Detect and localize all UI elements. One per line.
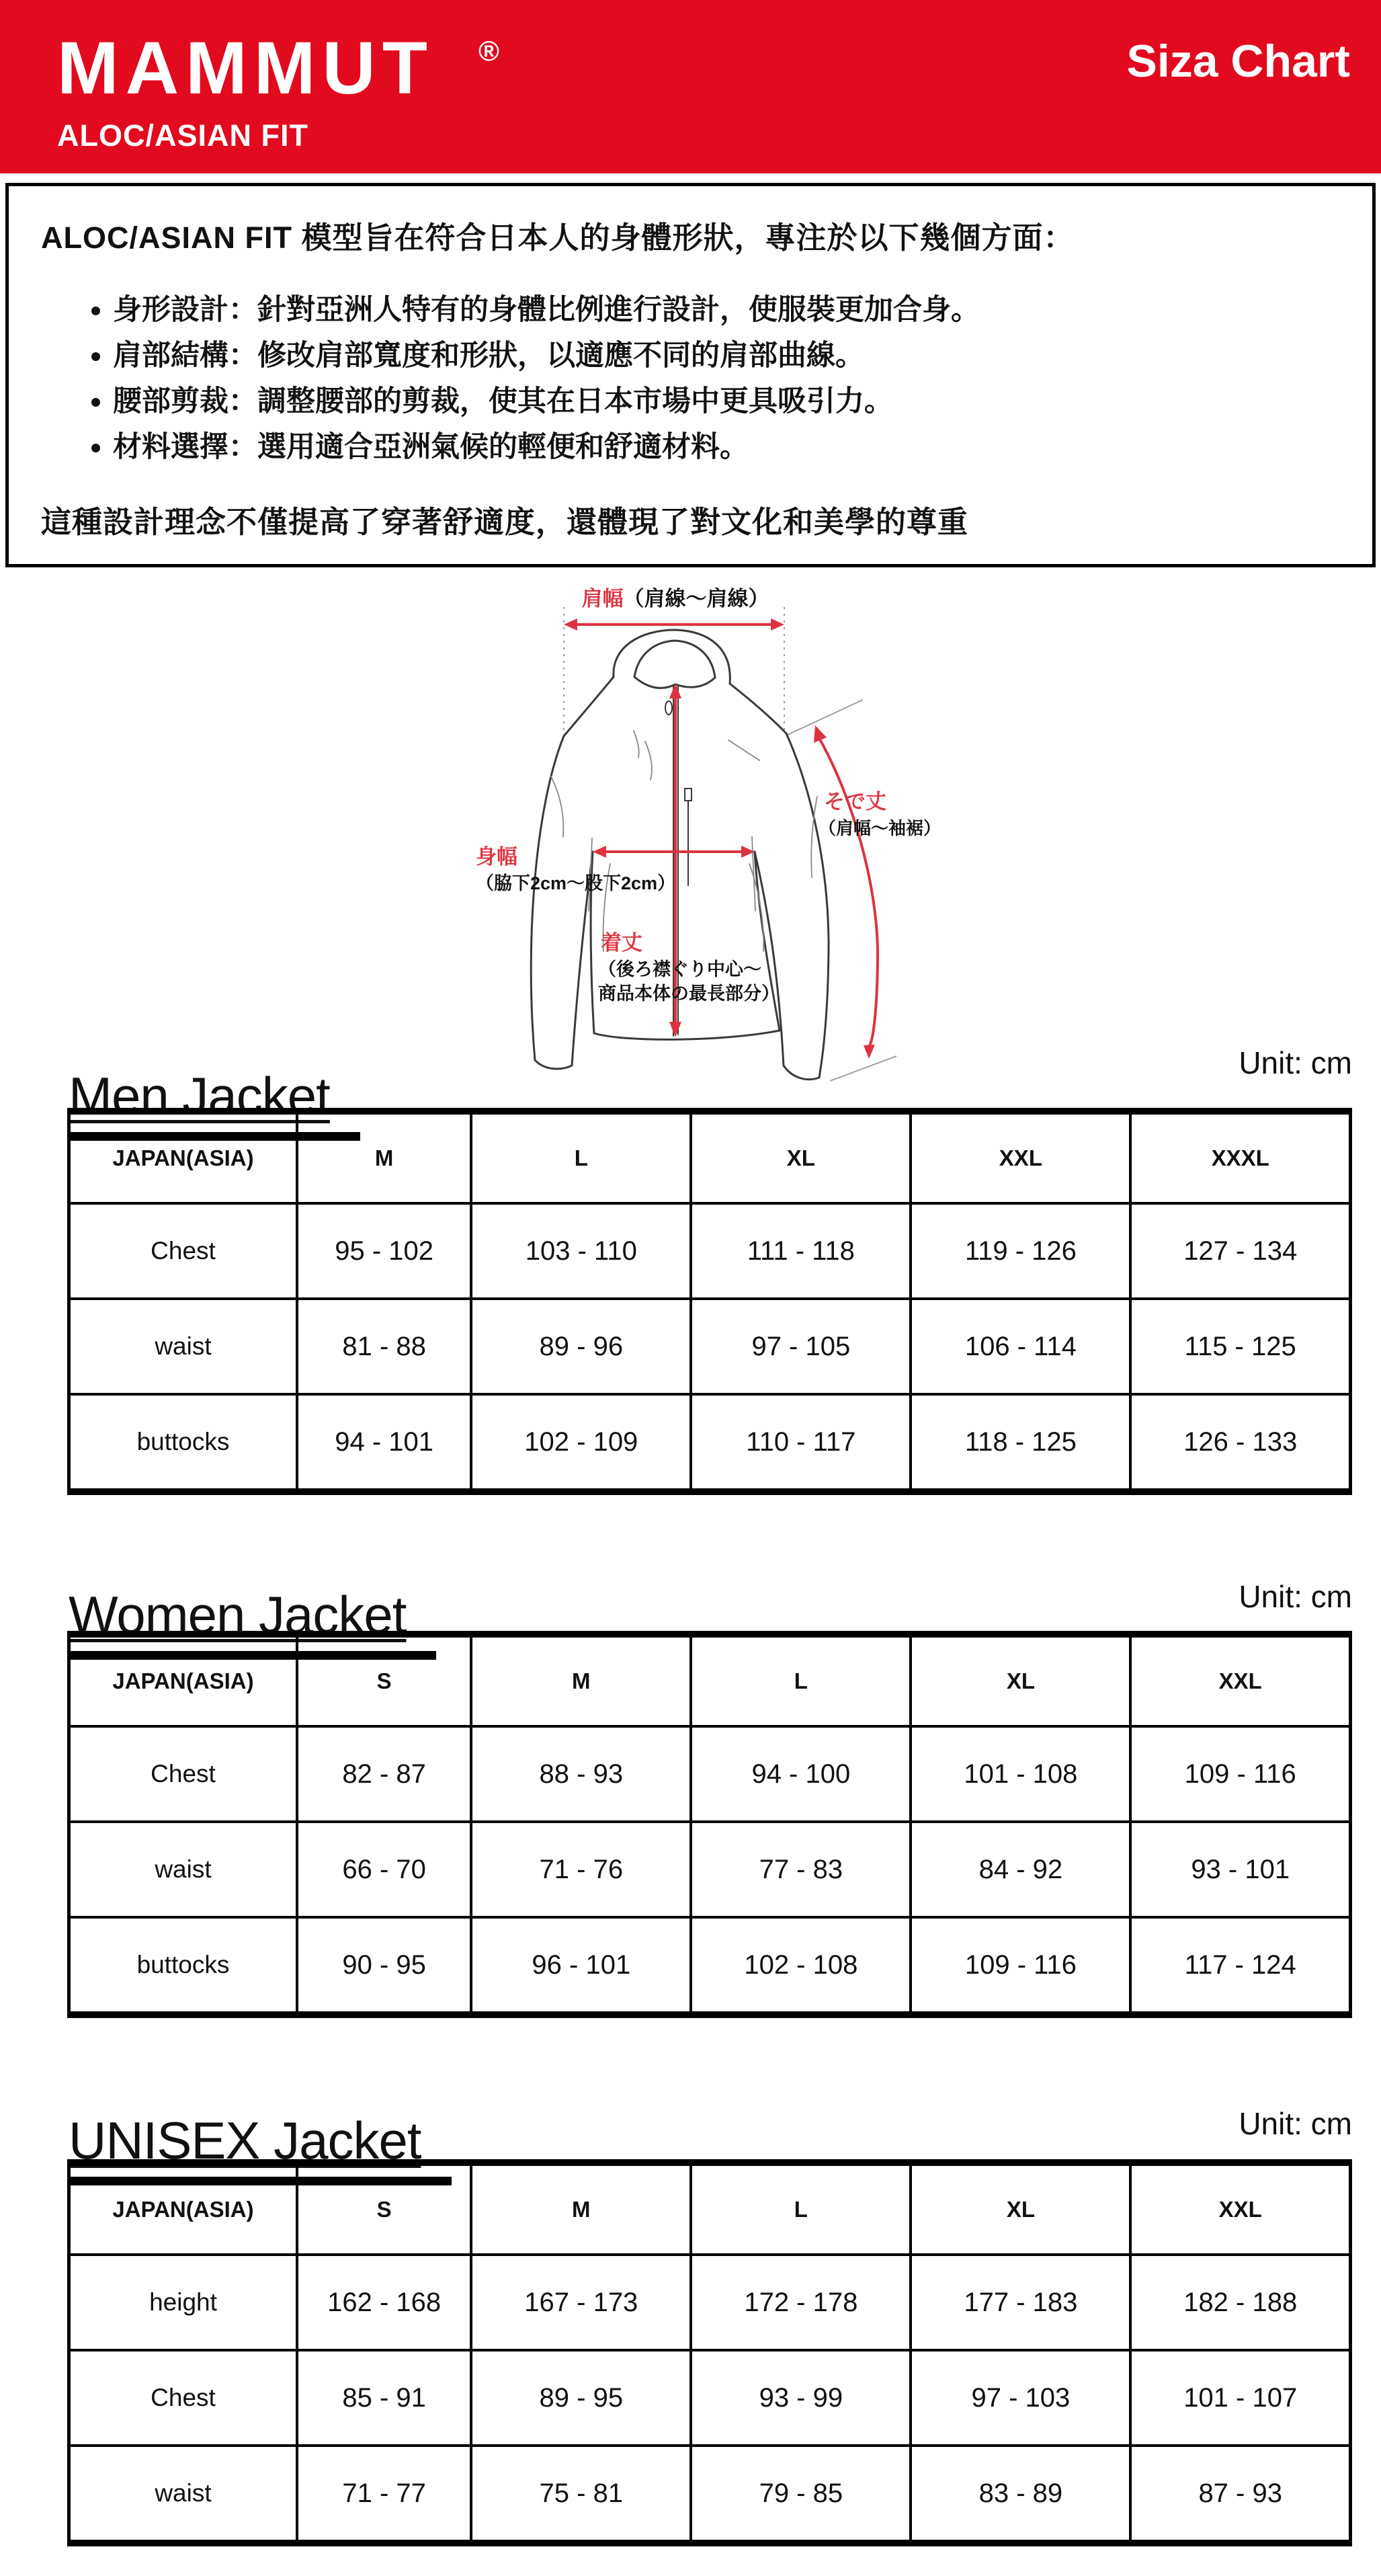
length-label: 着丈 bbox=[601, 931, 642, 955]
value-cell: 109 - 116 bbox=[1130, 1726, 1350, 1822]
column-header-cell: S bbox=[297, 2163, 471, 2255]
value-cell: 118 - 125 bbox=[911, 1394, 1130, 1492]
column-header-cell: XXL bbox=[1130, 1634, 1350, 1726]
women-size-table bbox=[67, 1631, 1352, 2018]
table-row bbox=[69, 1822, 1351, 1917]
table-row bbox=[69, 2350, 1351, 2446]
sleeve-length-label: そで丈 bbox=[824, 790, 886, 813]
men-jacket-heading: Men Jacket bbox=[67, 1065, 360, 1141]
value-cell: 162 - 168 bbox=[297, 2255, 471, 2350]
sleeve-length-arrow bbox=[820, 739, 878, 1045]
row-label-cell: Chest bbox=[69, 2350, 297, 2446]
table-header-row bbox=[69, 1634, 1351, 1726]
men-size-table bbox=[67, 1108, 1352, 1495]
value-cell: 101 - 107 bbox=[1130, 2350, 1350, 2446]
value-cell: 106 - 114 bbox=[911, 1299, 1130, 1394]
value-cell: 89 - 95 bbox=[471, 2350, 691, 2446]
value-cell: 102 - 109 bbox=[471, 1394, 691, 1492]
column-header-cell: XXL bbox=[911, 1111, 1130, 1203]
value-cell: 109 - 116 bbox=[911, 1917, 1130, 2015]
value-cell: 110 - 117 bbox=[691, 1394, 911, 1492]
table-row bbox=[69, 2446, 1351, 2543]
column-header-cell: XXXL bbox=[1130, 1111, 1350, 1203]
intro-bullet: • 肩部結構：修改肩部寬度和形狀，以適應不同的肩部曲線。 bbox=[113, 336, 1372, 375]
value-cell: 172 - 178 bbox=[691, 2255, 911, 2350]
row-label-cell: buttocks bbox=[69, 1394, 297, 1492]
value-cell: 96 - 101 bbox=[471, 1917, 691, 2015]
column-header-cell: JAPAN(ASIA) bbox=[69, 1634, 297, 1726]
column-header-cell: S bbox=[297, 1634, 471, 1726]
value-cell: 90 - 95 bbox=[297, 1917, 471, 2015]
row-label-cell: buttocks bbox=[69, 1917, 297, 2015]
men-unit-label: Unit: cm bbox=[1239, 1045, 1352, 1080]
brand-banner bbox=[0, 0, 1381, 173]
value-cell: 167 - 173 bbox=[471, 2255, 691, 2350]
value-cell: 127 - 134 bbox=[1130, 1203, 1350, 1299]
value-cell: 89 - 96 bbox=[471, 1299, 691, 1394]
table-row bbox=[69, 1299, 1351, 1394]
column-header-cell: XL bbox=[911, 1634, 1130, 1726]
value-cell: 85 - 91 bbox=[297, 2350, 471, 2446]
row-label-cell: waist bbox=[69, 1822, 297, 1917]
unisex-size-table bbox=[67, 2159, 1352, 2546]
value-cell: 81 - 88 bbox=[297, 1299, 471, 1394]
value-cell: 111 - 118 bbox=[691, 1203, 911, 1299]
column-header-cell: JAPAN(ASIA) bbox=[69, 2163, 297, 2255]
value-cell: 94 - 100 bbox=[691, 1726, 911, 1822]
value-cell: 126 - 133 bbox=[1130, 1394, 1350, 1492]
column-header-cell: L bbox=[691, 1634, 911, 1726]
intro-bullet: • 腰部剪裁：調整腰部的剪裁，使其在日本市場中更具吸引力。 bbox=[113, 382, 1372, 421]
length-note-line1: （後ろ襟ぐり中心～ bbox=[598, 959, 761, 979]
row-label-cell: Chest bbox=[69, 1203, 297, 1299]
body-width-note: （脇下2cm～股下2cm） bbox=[476, 873, 676, 893]
value-cell: 115 - 125 bbox=[1130, 1299, 1350, 1394]
unisex-unit-label: Unit: cm bbox=[1239, 2106, 1352, 2141]
value-cell: 66 - 70 bbox=[297, 1822, 471, 1917]
value-cell: 83 - 89 bbox=[911, 2446, 1130, 2543]
value-cell: 82 - 87 bbox=[297, 1726, 471, 1822]
intro-lead: ALOC/ASIAN FIT 模型旨在符合日本人的身體形狀，專注於以下幾個方面： bbox=[41, 220, 1075, 255]
women-jacket-heading: Women Jacket bbox=[67, 1584, 436, 1660]
page-title: Siza Chart bbox=[1126, 36, 1350, 87]
column-header-cell: M bbox=[471, 1634, 691, 1726]
intro-closing: 這種設計理念不僅提高了穿著舒適度，還體現了對文化和美學的尊重 bbox=[41, 505, 969, 539]
intro-text-box bbox=[5, 183, 1376, 567]
intro-bullet: • 材料選擇：選用適合亞洲氣候的輕便和舒適材料。 bbox=[113, 428, 1372, 467]
row-label-cell: height bbox=[69, 2255, 297, 2350]
value-cell: 182 - 188 bbox=[1130, 2255, 1350, 2350]
value-cell: 93 - 99 bbox=[691, 2350, 911, 2446]
column-header-cell: XXL bbox=[1130, 2163, 1350, 2255]
value-cell: 95 - 102 bbox=[297, 1203, 471, 1299]
value-cell: 117 - 124 bbox=[1130, 1917, 1350, 2015]
length-note-line2: 商品本体の最長部分） bbox=[598, 983, 780, 1004]
column-header-cell: L bbox=[691, 2163, 911, 2255]
table-row bbox=[69, 2255, 1351, 2350]
value-cell: 101 - 108 bbox=[911, 1726, 1130, 1822]
table-header-row bbox=[69, 1111, 1351, 1203]
value-cell: 71 - 77 bbox=[297, 2446, 471, 2543]
column-header-cell: M bbox=[297, 1111, 471, 1203]
row-label-cell: waist bbox=[69, 2446, 297, 2543]
value-cell: 177 - 183 bbox=[911, 2255, 1130, 2350]
intro-bullet-list bbox=[9, 290, 1372, 467]
value-cell: 94 - 101 bbox=[297, 1394, 471, 1492]
table-header-row bbox=[69, 2163, 1351, 2255]
value-cell: 77 - 83 bbox=[691, 1822, 911, 1917]
column-header-cell: XL bbox=[911, 2163, 1130, 2255]
unisex-jacket-heading: UNISEX Jacket bbox=[67, 2110, 452, 2185]
table-row bbox=[69, 1917, 1351, 2015]
table-row bbox=[69, 1394, 1351, 1492]
registered-trademark-icon: ® bbox=[478, 35, 499, 67]
women-unit-label: Unit: cm bbox=[1239, 1579, 1352, 1614]
jacket-measurement-diagram bbox=[444, 575, 954, 1086]
value-cell: 84 - 92 bbox=[911, 1822, 1130, 1917]
body-width-label: 身幅 bbox=[476, 845, 517, 869]
value-cell: 71 - 76 bbox=[471, 1822, 691, 1917]
intro-bullet: • 身形設計：針對亞洲人特有的身體比例進行設計，使服裝更加合身。 bbox=[113, 290, 1372, 329]
column-header-cell: XL bbox=[691, 1111, 911, 1203]
column-header-cell: M bbox=[471, 2163, 691, 2255]
value-cell: 88 - 93 bbox=[471, 1726, 691, 1822]
table-row bbox=[69, 1726, 1351, 1822]
value-cell: 97 - 105 bbox=[691, 1299, 911, 1394]
value-cell: 93 - 101 bbox=[1130, 1822, 1350, 1917]
value-cell: 79 - 85 bbox=[691, 2446, 911, 2543]
row-label-cell: waist bbox=[69, 1299, 297, 1394]
fit-subtitle: ALOC/ASIAN FIT bbox=[57, 118, 308, 153]
row-label-cell: Chest bbox=[69, 1726, 297, 1822]
sleeve-length-note: （肩幅～袖裾） bbox=[819, 818, 941, 838]
brand-logo: MAMMUT bbox=[57, 27, 434, 110]
value-cell: 87 - 93 bbox=[1130, 2446, 1350, 2543]
value-cell: 75 - 81 bbox=[471, 2446, 691, 2543]
column-header-cell: L bbox=[471, 1111, 691, 1203]
value-cell: 97 - 103 bbox=[911, 2350, 1130, 2446]
column-header-cell: JAPAN(ASIA) bbox=[69, 1111, 297, 1203]
shoulder-width-label: 肩幅（肩線～肩線） bbox=[581, 587, 769, 610]
value-cell: 103 - 110 bbox=[471, 1203, 691, 1299]
value-cell: 102 - 108 bbox=[691, 1917, 911, 2015]
value-cell: 119 - 126 bbox=[911, 1203, 1130, 1299]
table-row bbox=[69, 1203, 1351, 1299]
